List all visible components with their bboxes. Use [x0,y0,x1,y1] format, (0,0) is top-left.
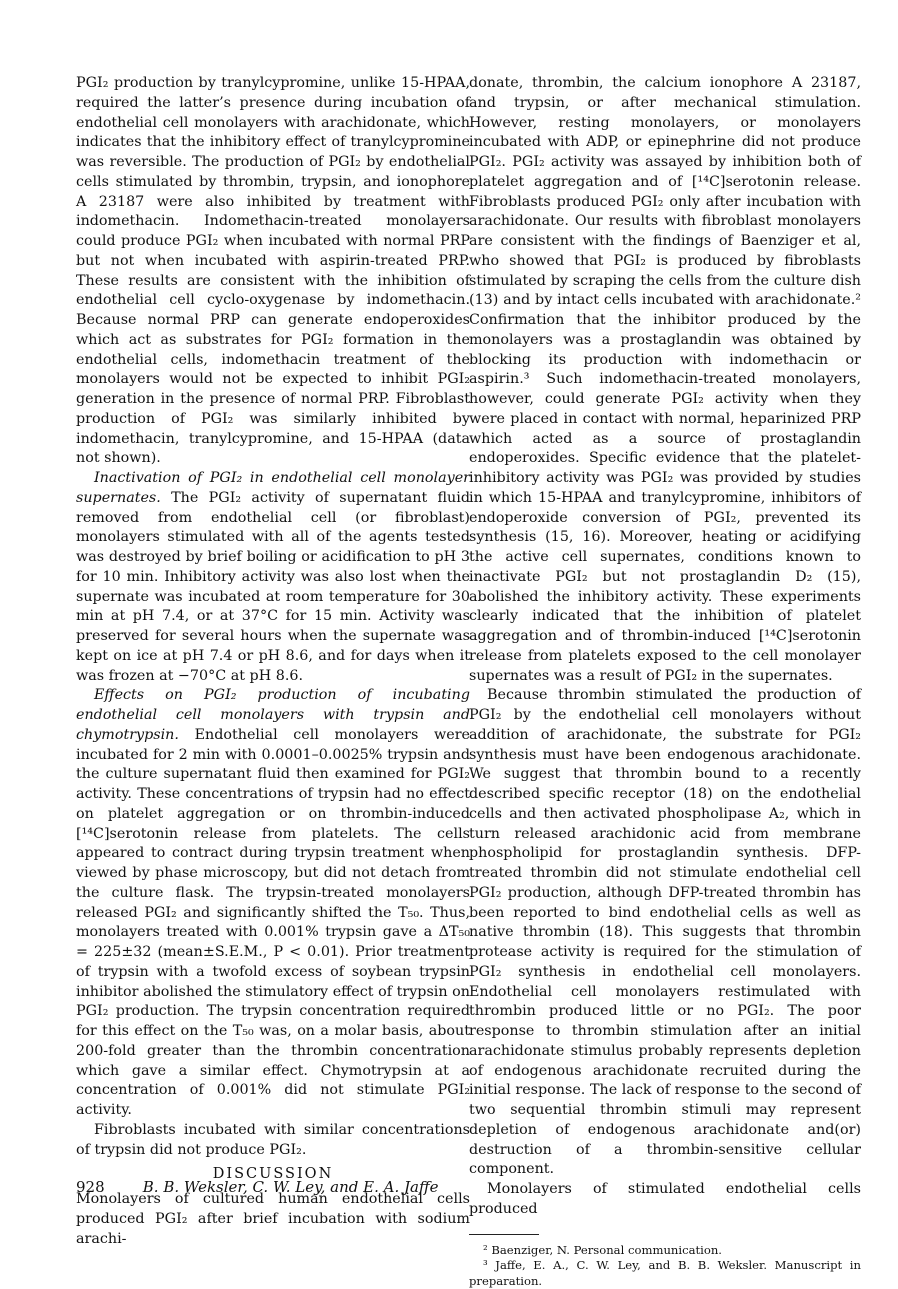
page-footer [76,1178,576,1196]
page-number: 928 [76,1178,138,1196]
run-in-heading: Effects on PGI₂ production of incubating endothelial cell monolayers with trypsin and chymotrypsin. [76,687,470,743]
paragraph: Because thrombin stimulated the production of PGI₂ by the endothelial cell monolayers without addition of arachidonate, the substrate for PGI₂ synthesis must have been endogenous arachidonate. We suggest that thrombin bound to a recently described specific receptor (18) on the endothelial cells and then activated phospholipase A₂, which in turn released arachidonic acid from membrane phospholipid for prostaglandin synthesis. DFP-treated thrombin did not stimulate endothelial cell PGI₂ production, although DFP-treated thrombin has been reported to bind endothelial cells as well as native thrombin (18). This suggests that thrombin protease activity is required for the stimulation of PGI₂ synthesis in endothelial cell monolayers. Endothelial cell monolayers restimulated with thrombin produced little or no PGI₂. The poor response to thrombin stimulation after an initial arachidonate stimulus probably represents depletion of endogenous arachidonate recruited during the initial response. The lack of response to the second of two sequential thrombin stimuli may represent depletion of endogenous arachidonate and(or) destruction of a thrombin-sensitive cellular component. [469,686,861,1180]
paragraph: Fibroblasts incubated with similar concentrations of trypsin did not produce PGI₂. [76,1121,470,1161]
run-in-heading: Inactivation of PGI₂ in endothelial cell monolayer supernates. [76,470,470,506]
footnotes [469,1243,861,1289]
paragraph: Monolayers of cultured human endothelial cells produced PGI₂ after brief incubation with sodium arachi- [76,1190,470,1249]
running-authors: B. B. Weksler, C. W. Ley, and E. A. Jaffe [143,1178,439,1196]
paragraph: PGI₂ production by tranylcypromine, unlike 15-HPAA, required the latter’s presence during incubation of endothelial cell monolayers with arachidonate, which indicates that the inhibitory effect of tranylcypromine was reversible. The production of PGI₂ by endothelial cells stimulated by thrombin, trypsin, and ionophore A 23187 were also inhibited by treatment with indomethacin. Indomethacin-treated monolayers could produce PGI₂ when incubated with normal PRP but not when incubated with aspirin-treated PRP. These results are consistent with the inhibition of endothelial cell cyclo-oxygenase by indomethacin. Because normal PRP can generate endoperoxides which act as substrates for PGI₂ formation in the endothelial cells, indomethacin treatment of the monolayers would not be expected to inhibit PGI₂ generation in the presence of normal PRP. Fibroblast production of PGI₂ was similarly inhibited by indomethacin, tranylcypromine, and 15-HPAA (data not shown). [76,74,470,469]
paragraph: donate, thrombin, the calcium ionophore A 23187, and trypsin, or after mechanical stimulation. However, resting monolayers, or monolayers incubated with ADP, or epinephrine did not produce PGI₂. PGI₂ activity was assayed by inhibition both of platelet aggregation and of [¹⁴C]serotonin release. Fibroblasts produced PGI₂ only after incubation with arachidonate. Our results with fibroblast monolayers are consistent with the findings of Baenziger et al, who showed that PGI₂ is produced by fibroblasts stimulated by scraping the cells from the culture dish (13) and by intact cells incubated with arachidonate.² Confirmation that the inhibitor produced by the monolayers was a prostaglandin was obtained by blocking its production with indomethacin or aspirin.³ Such indomethacin-treated monolayers, however, could generate PGI₂ activity when they were placed in contact with normal, heparinized PRP which acted as a source of prostaglandin endoperoxides. Specific evidence that the platelet-inhibitory activity was PGI₂ was provided by studies in which 15-HPAA and tranylcypromine, inhibitors of endoperoxide conversion of PGI₂, prevented its synthesis (15, 16). Moreover, heating or acidifying the active cell supernates, conditions known to inactivate PGI₂ but not prostaglandin D₂ (15), abolished the inhibitory activity. These experiments clearly indicated that the inhibition of platelet aggregation and of thrombin-induced [¹⁴C]serotonin release from platelets exposed to the cell monolayer supernates was a result of PGI₂ in the supernates. [469,74,861,686]
left-column [76,74,470,1249]
footnote: ² Baenziger, N. Personal communication. [469,1243,861,1259]
paragraph [76,686,470,1121]
footnote-divider [469,1234,539,1235]
footnote: ³ Jaffe, E. A., C. W. Ley, and B. B. Weksler. Manuscript in preparation. [469,1258,861,1289]
paragraph-body: The PGI₂ activity of supernatant fluid removed from endothelial cell (or fibroblast) monolayers stimulated with all of the agents tested was destroyed by brief boiling or acidification to pH 3 for 10 min. Inhibitory activity was also lost when the supernate was incubated at room temperature for 30 min at pH 7.4, or at 37°C for 15 min. Activity was preserved for several hours when the supernate was kept on ice at pH 7.4 or pH 8.6, and for days when it was frozen at −70°C at pH 8.6. [76,490,470,684]
paragraph-body: Endothelial cell monolayers were incubated for 2 min with 0.0001–0.0025% trypsin and the culture supernatant fluid then examined for PGI₂ activity. These concentrations of trypsin had no effect on platelet aggregation or on thrombin-induced [¹⁴C]serotonin release from platelets. The cells appeared to contract during trypsin treatment when viewed by phase microscopy, but did not detach from the culture flask. The trypsin-treated monolayers released PGI₂ and significantly shifted the T₅₀. Thus, monolayers treated with 0.001% trypsin gave a ΔT₅₀ = 225±32 (mean±S.E.M., P < 0.01). Prior treatment of trypsin with a twofold excess of soybean trypsin inhibitor abolished the stimulatory effect of trypsin on PGI₂ production. The trypsin concentration required for this effect on the T₅₀ was, on a molar basis, about 200-fold greater than the thrombin concentration which gave a similar effect. Chymotrypsin at a concentration of 0.001% did not stimulate PGI₂ activity. [76,727,470,1118]
section-heading-discussion: DISCUSSION [76,1165,470,1185]
right-column [469,74,861,1289]
paragraph [76,469,470,686]
paragraph: Monolayers of stimulated endothelial cells produced [469,1180,861,1220]
